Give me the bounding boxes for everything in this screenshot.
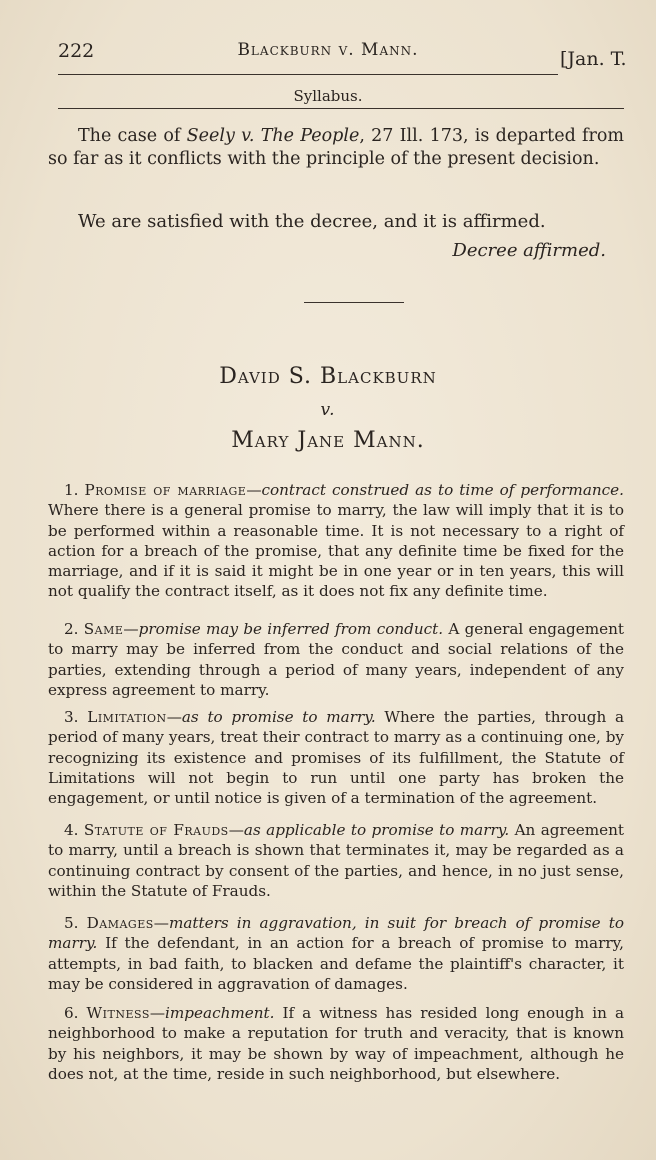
page-number: 222	[58, 40, 95, 62]
syllabus-rule	[58, 108, 624, 109]
headnote-subtopic: impeachment.	[165, 1004, 275, 1022]
cited-case: Seely v. The People	[186, 126, 360, 146]
headnote: 2. Same—promise may be inferred from conduct. A general engagement to marry may be inferred from the conduct and social relations of the parties, extending through a period of many years, independent of any express agreement to marry.	[48, 620, 625, 699]
headnote-topic: Promise of marriage	[84, 481, 247, 499]
appellee-name: Mary Jane Mann.	[231, 428, 425, 453]
running-head-case-title: Blackburn v. Mann.	[237, 40, 419, 60]
headnote-number: 4.	[64, 821, 79, 839]
headnote-text: If a witness has resided long enough in a neighborhood to make a reputation for truth and veracity, that is known by his neighbors, it may be shown by way of impeachment, although he does not, at the time, reside in such neighborhood, but elsewhere.	[48, 1004, 625, 1083]
headnote: 5. Damages—matters in aggravation, in suit for breach of promise to marry. If the defendant, in an action for a breach of promise to marry, attempts, in bad faith, to blacken and defame the plaintiff's character, it may be considered in aggravation of damages.	[48, 914, 624, 993]
headnote-number: 2.	[64, 620, 79, 638]
section-divider	[304, 302, 404, 303]
headnote-number: 1.	[64, 481, 79, 499]
running-head-term: [Jan. T.	[560, 48, 627, 70]
opinion-paragraph-2: We are satisfied with the decree, and it is affirmed.	[78, 211, 546, 232]
headnote-text: If the defendant, in an action for a breach of promise to marry, attempts, in bad faith, to blacken and defame the plaintiff's character, it may be considered in aggravation of damages.	[48, 934, 624, 993]
headnote-subtopic: promise may be inferred from conduct.	[138, 620, 444, 638]
headnote: 3. Limitation—as to promise to marry. Where the parties, through a period of many years, treat their contract to marry as a continuing one, by recognizing its existence and promises of its fulfillment, the Statute of Limitations will not begin to run until one party has broken the engagement, or until notice is given of a termination of the agreement.	[48, 708, 625, 808]
headnote-number: 6.	[64, 1004, 79, 1022]
headnote-topic: Same	[83, 620, 124, 638]
headnote-text: Where there is a general promise to marry, the law will imply that it is to be performed within a reasonable time. It is not necessary to a right of action for a breach of the promise, that any definite time be fixed for the marriage, and if it is said it might be in one year or in ten years, this will not qualify the contract itself, as it does not fix any definite time.	[48, 501, 624, 601]
headnote-subtopic: contract construed as to time of performance.	[261, 481, 624, 499]
headnote-text: An agreement to marry, until a breach is shown that terminates it, may be regarded as a continuing contract by consent of the parties, and hence, in no just sense, within the Statute of Frauds.	[48, 821, 625, 900]
headnote-subtopic: as applicable to promise to marry.	[243, 821, 510, 839]
opinion-paragraph-1	[48, 125, 624, 171]
headnote: 4. Statute of Frauds—as applicable to promise to marry. An agreement to marry, until a breach is shown that terminates it, may be regarded as a continuing contract by consent of the parties, and hence, in no just sense, within the Statute of Frauds.	[48, 821, 625, 900]
headnote-number: 3.	[64, 708, 79, 726]
headnote-topic: Statute of Frauds	[83, 821, 229, 839]
header-rule	[58, 74, 558, 75]
opinion-text: , 27 Ill. 173, is departed from so far as it conflicts with the principle of the present decision.	[48, 126, 624, 169]
headnote-topic: Limitation	[87, 708, 167, 726]
opinion-text: The case of	[78, 126, 187, 146]
headnote-text: A general engagement to marry may be inferred from the conduct and social relations of the parties, extending through a period of many years, independent of any express agreement to marry.	[48, 620, 625, 699]
decree-line: Decree affirmed.	[452, 240, 606, 261]
headnote: 6. Witness—impeachment. If a witness has resided long enough in a neighborhood to make a reputation for truth and veracity, that is known by his neighbors, it may be shown by way of impeachment, although he does not, at the time, reside in such neighborhood, but elsewhere.	[48, 1004, 625, 1083]
versus: v.	[320, 400, 336, 420]
headnote-subtopic: as to promise to marry.	[181, 708, 376, 726]
headnote-number: 5.	[64, 914, 79, 932]
headnote-topic: Witness	[86, 1004, 150, 1022]
appellant-name: David S. Blackburn	[219, 364, 437, 389]
headnote-text: Where the parties, through a period of many years, treat their contract to marry as a continuing one, by recognizing its existence and promises of its fulfillment, the Statute of Limitations will not begin to run until one party has broken the engagement, or until notice is given of a termination of the agreement.	[48, 708, 625, 808]
headnote-topic: Damages	[86, 914, 154, 932]
headnote: 1. Promise of marriage—contract construed as to time of performance. Where there is a general promise to marry, the law will imply that it is to be performed within a reasonable time. It is not necessary to a right of action for a breach of the promise, that any definite time be fixed for the marriage, and if it is said it might be in one year or in ten years, this will not qualify the contract itself, as it does not fix any definite time.	[48, 481, 624, 601]
headnote-subtopic: matters in aggravation, in suit for breach of promise to marry.	[48, 914, 624, 953]
section-label-syllabus: Syllabus.	[293, 87, 363, 105]
